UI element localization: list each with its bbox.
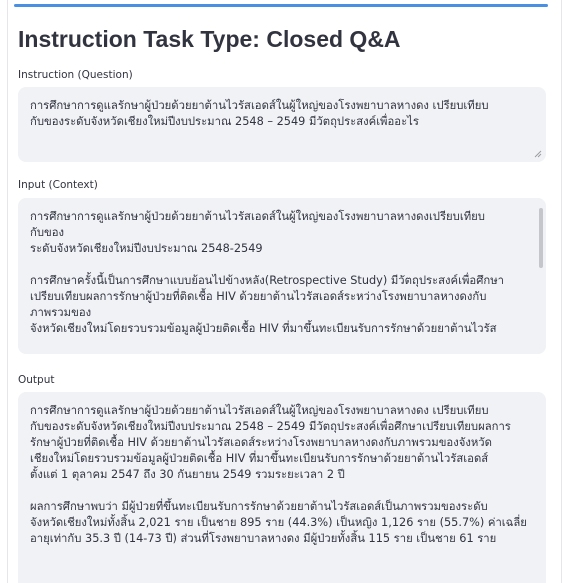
output-line: เชียงใหม่โดยรวบรวมข้อมูลผู้ป่วยติดเชื้อ HIV ที่มาขึ้นทะเบียนรับการรักษาด้วยยาต้านไวรัสเอดส์ [30,452,489,465]
context-textarea[interactable] [18,198,546,354]
context-line: กับของ [30,226,65,239]
context-line: จังหวัดเชียงใหม่โดยรวบรวมข้อมูลผู้ป่วยติดเชื้อ HIV ที่มาขึ้นทะเบียนรับการรักษาด้วยยาต้านไวรัส [30,322,497,335]
output-line: รักษาผู้ป่วยที่ติดเชื้อ HIV ด้วยยาต้านไวรัสเอดส์ระหว่างโรงพยาบาลหางดงกับภาพรวมของจังหวัด [30,436,492,449]
resize-handle-icon[interactable] [534,150,542,158]
output-line: อายุเท่ากับ 35.3 ปี (14-73 ปี) ส่วนที่โรงพยาบาลหางดง มีผู้ป่วยทั้งสิ้น 115 ราย เป็นชาย 61 ราย [30,532,497,545]
output-textarea[interactable] [18,392,546,583]
output-line: ตั้งแต่ 1 ตุลาคม 2547 ถึง 30 กันยายน 2549 รวมระยะเวลา 2 ปี [30,468,345,481]
output-line: จังหวัดเชียงใหม่ทั้งสิ้น 2,021 ราย เป็นชาย 895 ราย (44.3%) เป็นหญิง 1,126 ราย (55.7%) ค่าเฉลี่ย [30,516,527,529]
context-line: ภาพรวมของ [30,306,92,319]
output-label: Output [18,374,55,386]
context-line: การศึกษาการดูแลรักษาผู้ป่วยด้วยยาต้านไวรัสเอดส์ในผู้ใหญ่ของโรงพยาบาลหางดงเปรียบเทียบ [30,210,485,223]
instruction-line: กับของระดับจังหวัดเชียงใหม่ปีงบประมาณ 2548 – 2549 มีวัตถุประสงค์เพื่ออะไร [30,115,419,128]
header-accent-bar [14,4,548,7]
page-title: Instruction Task Type: Closed Q&A [18,26,401,52]
context-line: เปรียบเทียบผลการรักษาผู้ป่วยที่ติดเชื้อ HIV ด้วยยาต้านไวรัสเอดส์ระหว่างโรงพยาบาลหางดงกับ [30,290,487,303]
context-line: ระดับจังหวัดเชียงใหม่ปีงบประมาณ 2548-2549 [30,242,263,255]
output-line: ผลการศึกษาพบว่า มีผู้ป่วยที่ขึ้นทะเบียนรับการรักษาด้วยยาต้านไวรัสเอดส์เป็นภาพรวมของระดับ [30,500,488,513]
context-line: การศึกษาครั้งนี้เป็นการศึกษาแบบย้อนไปข้างหลัง(Retrospective Study) มีวัตถุประสงค์เพื่อศึกษา [30,274,504,287]
output-line: กับของระดับจังหวัดเชียงใหม่ปีงบประมาณ 2548 – 2549 มีวัตถุประสงค์เพื่อศึกษาเปรียบเทียบผลการ [30,420,511,433]
instruction-line: การศึกษาการดูแลรักษาผู้ป่วยด้วยยาต้านไวรัสเอดส์ในผู้ใหญ่ของโรงพยาบาลหางดง เปรียบเทียบ [30,99,489,112]
instruction-label: Instruction (Question) [18,69,133,81]
instruction-textarea[interactable] [18,87,546,162]
output-line: การศึกษาการดูแลรักษาผู้ป่วยด้วยยาต้านไวรัสเอดส์ในผู้ใหญ่ของโรงพยาบาลหางดง เปรียบเทียบ [30,404,489,417]
context-scrollbar[interactable] [539,208,543,268]
context-label: Input (Context) [18,179,98,191]
